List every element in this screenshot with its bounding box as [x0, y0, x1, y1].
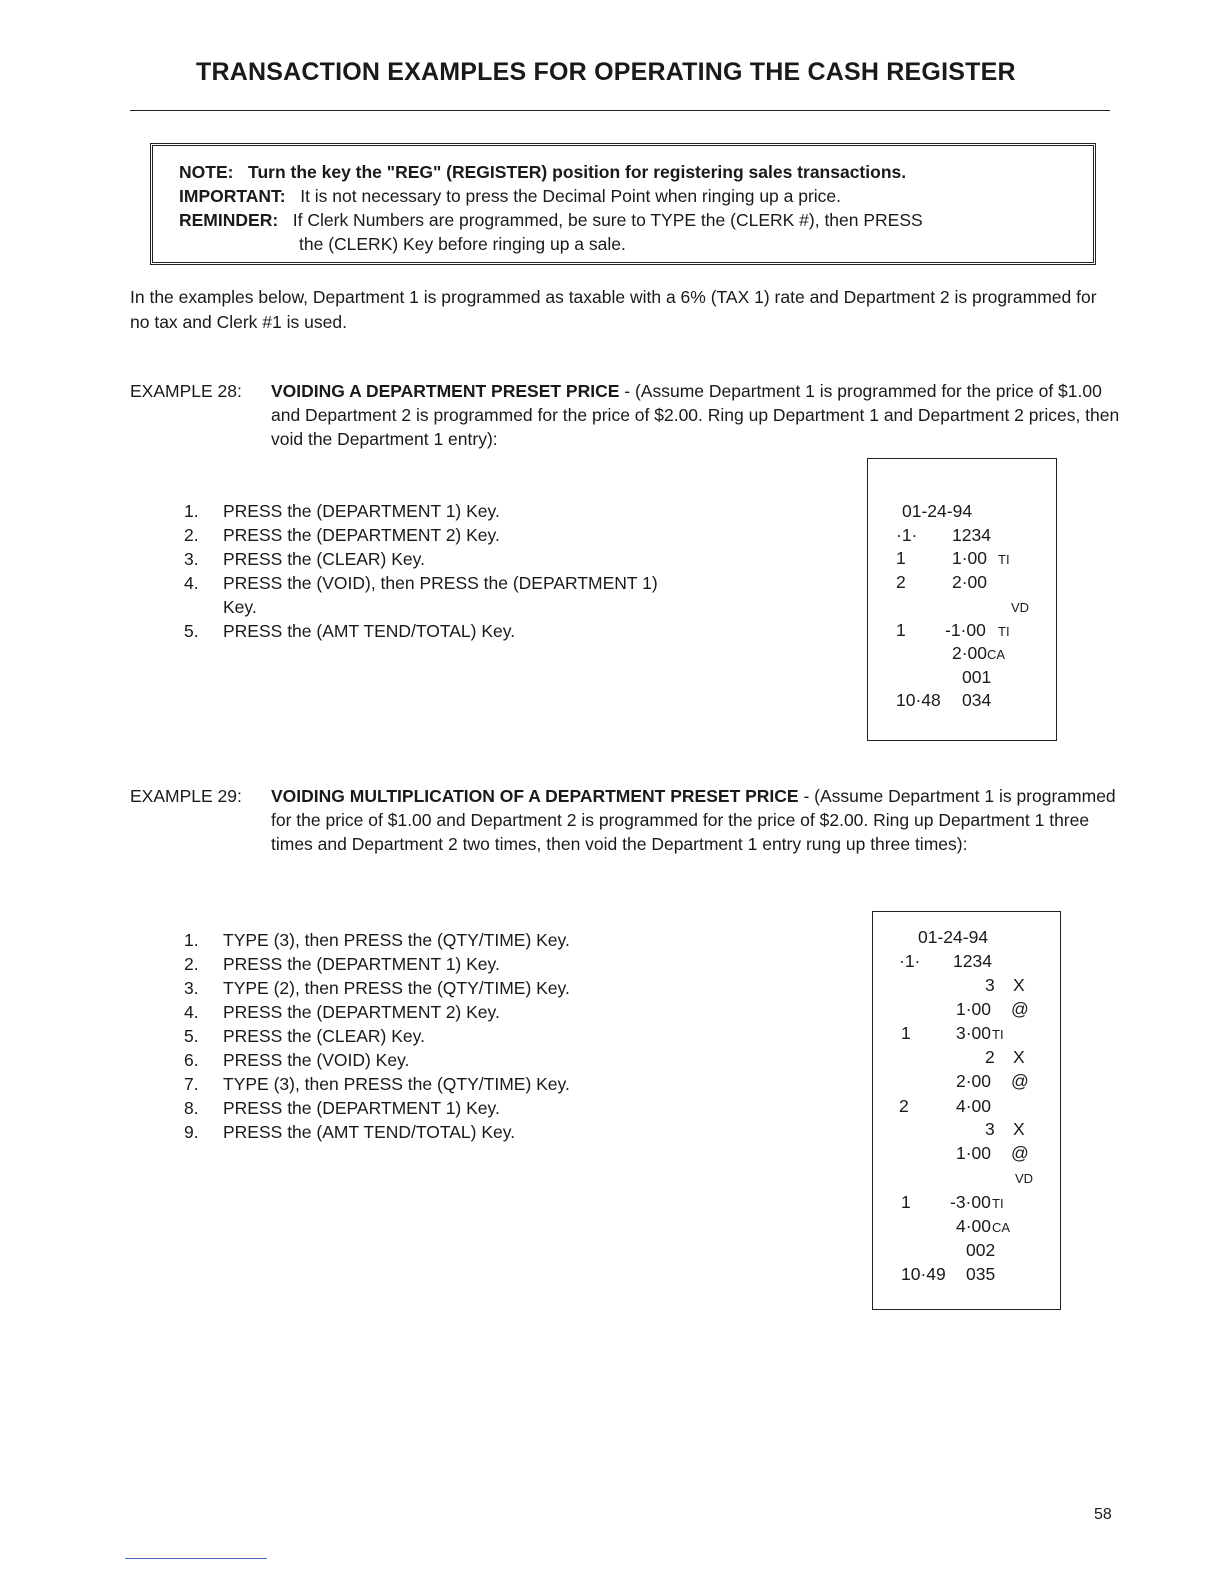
step-number: 3. [184, 978, 199, 998]
list-item [184, 571, 658, 595]
receipt-amount: -3·00 [950, 1192, 991, 1212]
step-number: 9. [184, 1122, 199, 1142]
step-text: PRESS the (DEPARTMENT 1) Key. [223, 1098, 500, 1118]
receipt-at: @ [1011, 1143, 1029, 1163]
step-text: TYPE (2), then PRESS the (QTY/TIME) Key. [223, 978, 570, 998]
step-number: 8. [184, 1098, 199, 1118]
example-28-steps [184, 499, 658, 643]
step-text: PRESS the (DEPARTMENT 1) Key. [223, 501, 500, 521]
list-item [184, 976, 570, 1000]
reminder-text-2: the (CLERK) Key before ringing up a sale. [299, 234, 626, 254]
receipt-flag: CA [987, 647, 1006, 662]
step-number: 5. [184, 1026, 199, 1046]
example-28-label: EXAMPLE 28: [130, 381, 242, 401]
list-item [184, 547, 658, 571]
list-item [184, 1120, 570, 1144]
step-number: 4. [184, 573, 199, 593]
list-item [184, 1096, 570, 1120]
step-text: PRESS the (VOID) Key. [223, 1050, 410, 1070]
receipt-price: 2·00 [956, 1071, 992, 1091]
note-label: NOTE: [179, 162, 234, 182]
receipt-dept: 2 [899, 1096, 909, 1116]
receipt-flag: CA [992, 1220, 1011, 1235]
step-text: PRESS the (DEPARTMENT 2) Key. [223, 525, 500, 545]
receipt-dept: 1 [901, 1023, 911, 1043]
page-number: 58 [1094, 1506, 1112, 1523]
list-item [184, 1072, 570, 1096]
receipt-amount: 4·00 [956, 1216, 992, 1236]
example-29-heading: VOIDING MULTIPLICATION OF A DEPARTMENT PRESET PRICE [271, 786, 799, 806]
list-item [184, 499, 658, 523]
receipt-qty: 3 [985, 975, 995, 995]
receipt-code: 1234 [953, 951, 992, 971]
important-label: IMPORTANT: [179, 186, 286, 206]
example-28-receipt [867, 458, 1057, 741]
receipt-sequence: 001 [962, 667, 992, 687]
reminder-label: REMINDER: [179, 210, 279, 230]
example-28-heading: VOIDING A DEPARTMENT PRESET PRICE [271, 381, 620, 401]
receipt-time: 10·48 [896, 690, 941, 710]
receipt-qty: 3 [985, 1119, 995, 1139]
list-item [184, 595, 658, 619]
receipt-dept: 1 [896, 620, 906, 640]
step-text: TYPE (3), then PRESS the (QTY/TIME) Key. [223, 1074, 570, 1094]
receipt-amount: 4·00 [956, 1096, 992, 1116]
step-text: PRESS the (CLEAR) Key. [223, 549, 425, 569]
step-number: 3. [184, 549, 199, 569]
receipt-multiply: X [1013, 975, 1025, 995]
list-item [184, 1000, 570, 1024]
step-number: 4. [184, 1002, 199, 1022]
step-number: 7. [184, 1074, 199, 1094]
step-number: 6. [184, 1050, 199, 1070]
list-item [184, 619, 658, 643]
title-divider [130, 110, 1110, 111]
step-number: 1. [184, 501, 199, 521]
receipt-qty: 2 [985, 1047, 995, 1067]
receipt-dept: 2 [896, 572, 906, 592]
page-title: TRANSACTION EXAMPLES FOR OPERATING THE CASH REGISTER [196, 58, 1016, 86]
example-29-desc-text: - (Assume Department 1 is programmed for the price of $1.00 and Department 2 is programmed for the price of $2.00. Ring up Department 1 three times and Department 2 two times, then void the Department 1 entry rung up three times): [271, 786, 1116, 854]
footer-divider [125, 1558, 267, 1559]
intro-paragraph: In the examples below, Department 1 is programmed as taxable with a 6% (TAX 1) rate and Department 2 is programmed for no tax and Clerk #1 is used. [130, 287, 1097, 332]
receipt-multiply: X [1013, 1047, 1025, 1067]
receipt-at: @ [1011, 1071, 1029, 1091]
receipt-clerk: ·1· [896, 525, 918, 545]
step-number: 2. [184, 525, 199, 545]
receipt-flag: TI [998, 552, 1010, 567]
receipt-dept: 1 [901, 1192, 911, 1212]
note-line [179, 160, 1069, 184]
step-text: PRESS the (DEPARTMENT 2) Key. [223, 1002, 500, 1022]
receipt-amount: 3·00 [956, 1023, 992, 1043]
receipt-multiply: X [1013, 1119, 1025, 1139]
receipt-number: 034 [962, 690, 992, 710]
important-text: It is not necessary to press the Decimal Point when ringing up a price. [300, 186, 842, 206]
receipt-flag: TI [992, 1196, 1004, 1211]
reminder-line [179, 208, 1069, 232]
list-item [184, 523, 658, 547]
step-text: PRESS the (VOID), then PRESS the (DEPARTMENT 1) [223, 573, 658, 593]
step-number: 5. [184, 621, 199, 641]
list-item [184, 1048, 570, 1072]
list-item [184, 1024, 570, 1048]
receipt-flag: VD [1011, 600, 1030, 615]
receipt-sequence: 002 [966, 1240, 996, 1260]
example-29-description [271, 784, 1120, 856]
reminder-text-1: If Clerk Numbers are programmed, be sure to TYPE the (CLERK #), then PRESS [292, 210, 923, 230]
example-28-header [130, 379, 1120, 451]
receipt-flag: VD [1015, 1171, 1034, 1186]
receipt-flag: TI [998, 624, 1010, 639]
step-text: TYPE (3), then PRESS the (QTY/TIME) Key. [223, 930, 570, 950]
step-number: 2. [184, 954, 199, 974]
important-line [179, 184, 1069, 208]
step-number: 1. [184, 930, 199, 950]
receipt-amount: -1·00 [945, 620, 986, 640]
receipt-amount: 2·00 [952, 572, 988, 592]
receipt-price: 1·00 [956, 999, 992, 1019]
receipt-date: 01-24-94 [902, 501, 973, 521]
receipt-amount: 2·00 [952, 643, 988, 663]
receipt-date: 01-24-94 [918, 927, 989, 947]
receipt-number: 035 [966, 1264, 996, 1284]
example-28-desc-text: - (Assume Department 1 is programmed for the price of $1.00 and Department 2 is programmed for the price of $2.00. Ring up Department 1 and Department 2 prices, then void the Department 1 entry): [271, 381, 1120, 449]
list-item [184, 928, 570, 952]
note-box [150, 143, 1096, 265]
receipt-time: 10·49 [901, 1264, 946, 1284]
step-text: Key. [223, 597, 257, 617]
receipt-clerk: ·1· [899, 951, 921, 971]
example-29-steps [184, 928, 570, 1144]
receipt-flag: TI [992, 1027, 1004, 1042]
receipt-price: 1·00 [956, 1143, 992, 1163]
example-29-label: EXAMPLE 29: [130, 786, 242, 806]
example-29-header [130, 784, 1120, 856]
example-29-receipt [872, 911, 1061, 1310]
step-text: PRESS the (AMT TEND/TOTAL) Key. [223, 1122, 516, 1142]
list-item [184, 952, 570, 976]
receipt-code: 1234 [952, 525, 991, 545]
step-text: PRESS the (DEPARTMENT 1) Key. [223, 954, 500, 974]
example-28-description [271, 379, 1120, 451]
note-text: Turn the key the "REG" (REGISTER) position for registering sales transactions. [248, 162, 907, 182]
receipt-at: @ [1011, 999, 1029, 1019]
step-text: PRESS the (CLEAR) Key. [223, 1026, 425, 1046]
receipt-amount: 1·00 [952, 548, 988, 568]
step-text: PRESS the (AMT TEND/TOTAL) Key. [223, 621, 516, 641]
receipt-dept: 1 [896, 548, 906, 568]
